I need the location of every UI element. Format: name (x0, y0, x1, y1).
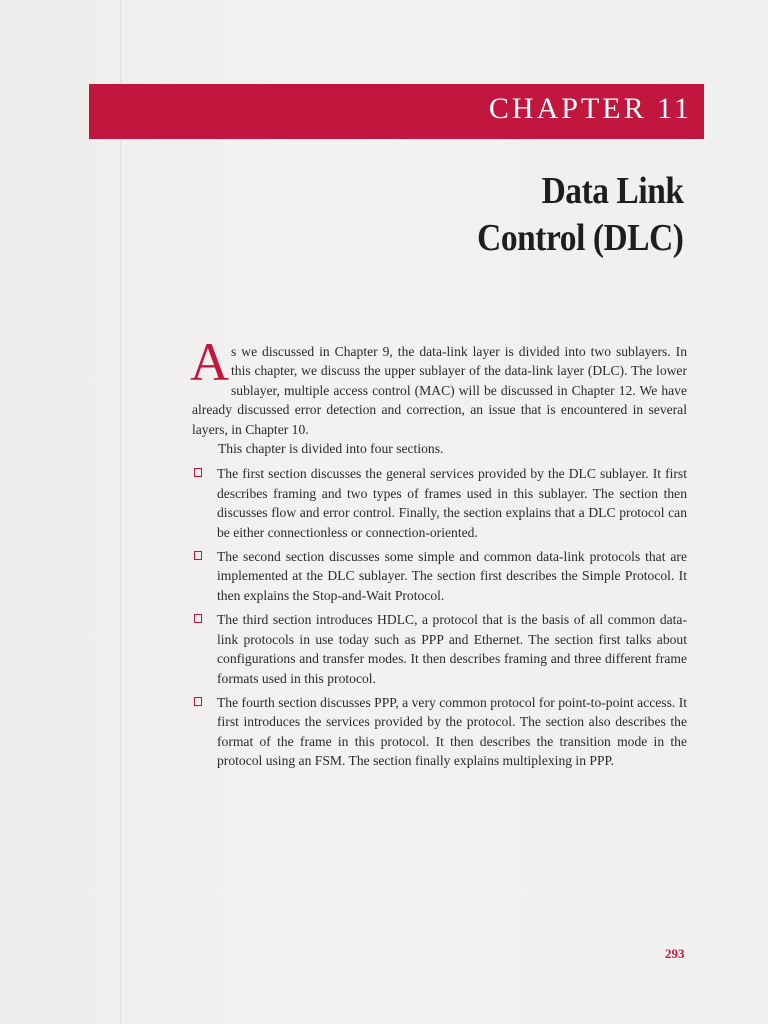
checkbox-bullet-icon (194, 614, 202, 623)
chapter-body (190, 332, 687, 776)
drop-cap: A (190, 332, 229, 392)
list-item (192, 610, 687, 688)
list-item-text: The third section introduces HDLC, a protocol that is the basis of all common data-link protocols in use today such as PPP and Ethernet. The section first talks about configurations and transfer modes. It then describes framing and three different frame formats used in this protocol. (217, 612, 687, 686)
chapter-title (478, 168, 684, 262)
checkbox-bullet-icon (194, 468, 202, 477)
list-item (192, 693, 687, 771)
chapter-title-line-1: Data Link (542, 170, 684, 212)
list-item-text: The second section discusses some simple and common data-link protocols that are implemented at the DLC sublayer. The section first describes the Simple Protocol. It then explains the Stop-and-Wait Protocol. (217, 549, 687, 603)
list-item (192, 464, 687, 542)
chapter-label: CHAPTER 11 (488, 92, 692, 125)
chapter-banner (89, 84, 704, 139)
intro-text: s we discussed in Chapter 9, the data-link layer is divided into two sublayers. In this chapter, we discuss the upper sublayer of the data-link layer (DLC). The lower sublayer, multiple access control (MAC) will be discussed in Chapter 12. We have already discussed error detection and correction, an issue that is encountered in several layers, in Chapter 10. (192, 344, 687, 437)
checkbox-bullet-icon (194, 551, 202, 560)
intro-paragraph (190, 332, 687, 439)
list-item-text: The first section discusses the general services provided by the DLC sublayer. It first describes framing and two types of frames used in this sublayer. The section then discusses flow and error control. Finally, the section explains that a DLC protocol can be either connectionless or connection-oriented. (217, 466, 687, 540)
page-number: 293 (665, 946, 685, 961)
list-item (192, 547, 687, 605)
list-item-text: The fourth section discusses PPP, a very common protocol for point-to-point access. It first introduces the services provided by the protocol. The section also describes the format of the frame in this protocol. It then describes the transition mode in the protocol using an FSM. The section finally explains multiplexing in PPP. (217, 694, 687, 769)
page-fold-line (120, 0, 121, 1024)
sections-lead: This chapter is divided into four sections. (218, 441, 444, 457)
section-list (192, 464, 687, 770)
chapter-title-line-2: Control (DLC) (477, 217, 684, 259)
checkbox-bullet-icon (194, 697, 202, 706)
